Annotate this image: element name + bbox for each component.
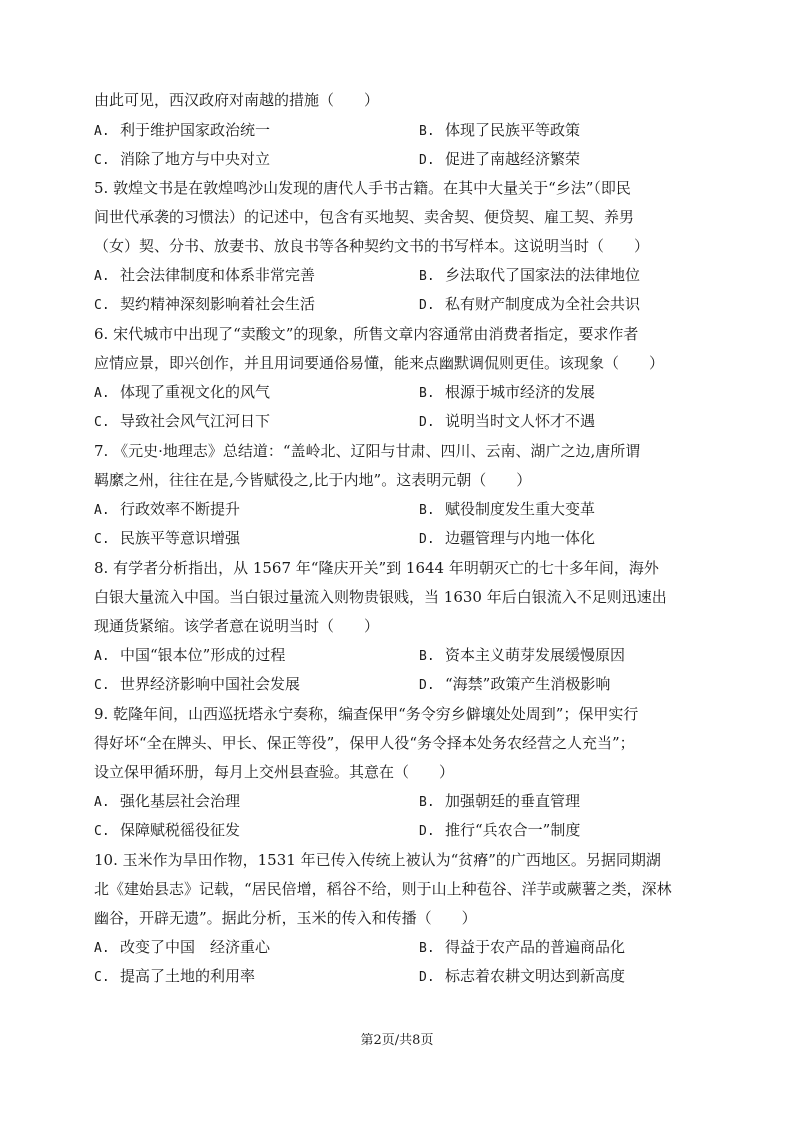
q6-option-a: A. 体现了重视文化的风气: [94, 383, 271, 401]
q4-option-d: D. 促进了南越经济繁荣: [419, 150, 581, 168]
q8-option-c: C. 世界经济影响中国社会发展: [94, 675, 301, 693]
question-9-line-2: 得好坏“全在牌头、甲长、保正等役”，保甲人役“务令择本处务农经营之人充当”；: [94, 734, 635, 752]
q10-option-b: B. 得益于农产品的普遍商品化: [419, 938, 626, 956]
question-9-line-1: 9. 乾隆年间，山西巡抚塔永宁奏称，编查保甲“务令穷乡僻壤处处周到”；保甲实行: [94, 705, 639, 723]
q6-option-c: C. 导致社会风气江河日下: [94, 412, 271, 430]
q5-option-d: D. 私有财产制度成为全社会共识: [419, 295, 641, 313]
question-4-stem-end: 由此可见，西汉政府对南越的措施（ ）: [94, 91, 380, 109]
q6-option-d: D. 说明当时文人怀才不遇: [419, 412, 596, 430]
question-7-line-1: 7. 《元史·地理志》总结道：“盖岭北、辽阳与甘肃、四川、云南、湖广之边,唐所谓: [94, 442, 641, 460]
question-8-line-2: 白银大量流入中国。当白银过量流入则物贵银贱，当 1630 年后白银流入不足则迅速出: [94, 588, 667, 606]
q10-option-c: C. 提高了土地的利用率: [94, 967, 256, 985]
q7-option-c: C. 民族平等意识增强: [94, 529, 241, 547]
q7-option-d: D. 边疆管理与内地一体化: [419, 529, 596, 547]
question-8-line-3: 现通货紧缩。该学者意在说明当时（ ）: [94, 617, 380, 635]
page-number-footer: 第2页/共8页: [360, 1033, 434, 1048]
q4-option-c: C. 消除了地方与中央对立: [94, 150, 271, 168]
question-10-line-1: 10. 玉米作为旱田作物，1531 年已传入传统上被认为“贫瘠”的广西地区。另据同期湖: [94, 851, 661, 869]
q9-option-b: B. 加强朝廷的垂直管理: [419, 792, 581, 810]
question-10-line-3: 幽谷，开辟无遗”。据此分析，玉米的传入和传播（ ）: [94, 909, 477, 927]
q6-option-b: B. 根源于城市经济的发展: [419, 383, 596, 401]
question-5-line-2: 间世代承袭的习惯法）的记述中，包含有买地契、卖舍契、便贷契、雇工契、养男: [94, 208, 635, 226]
q9-option-d: D. 推行“兵农合一”制度: [419, 821, 581, 839]
question-6-line-2: 应情应景，即兴创作，并且用词要通俗易懂，能来点幽默调侃则更佳。该现象（ ）: [94, 354, 665, 372]
q8-option-a: A. 中国“银本位”形成的过程: [94, 646, 286, 664]
question-6-line-1: 6. 宋代城市中出现了“卖酸文”的现象，所售文章内容通常由消费者指定，要求作者: [94, 325, 639, 343]
question-7-line-2: 羁縻之州，往往在是,今皆赋役之,比于内地”。这表明元朝（ ）: [94, 471, 532, 489]
q10-option-a: A. 改变了中国 经济重心: [94, 938, 271, 956]
q4-option-b: B. 体现了民族平等政策: [419, 121, 581, 139]
q5-option-a: A. 社会法律制度和体系非常完善: [94, 266, 316, 284]
q10-option-d: D. 标志着农耕文明达到新高度: [419, 967, 626, 985]
question-8-line-1: 8. 有学者分析指出，从 1567 年“隆庆开关”到 1644 年明朝灭亡的七十多年间，海外: [94, 559, 659, 577]
q8-option-b: B. 资本主义萌芽发展缓慢原因: [419, 646, 626, 664]
question-9-line-3: 设立保甲循环册，每月上交州县查验。其意在（ ）: [94, 763, 455, 781]
question-5-line-3: （女）契、分书、放妻书、放良书等各种契约文书的书写样本。这说明当时（ ）: [94, 237, 650, 255]
q7-option-a: A. 行政效率不断提升: [94, 500, 241, 518]
q7-option-b: B. 赋役制度发生重大变革: [419, 500, 596, 518]
q5-option-b: B. 乡法取代了国家法的法律地位: [419, 266, 641, 284]
question-10-line-2: 北《建始县志》记载，“居民倍增，稻谷不给，则于山上种苞谷、洋芋或蕨薯之类，深林: [94, 880, 672, 898]
q9-option-c: C. 保障赋税徭役征发: [94, 821, 241, 839]
question-5-line-1: 5. 敦煌文书是在敦煌鸣沙山发现的唐代人手书古籍。在其中大量关于“乡法”（即民: [94, 179, 631, 197]
q4-option-a: A. 利于维护国家政治统一: [94, 121, 271, 139]
q9-option-a: A. 强化基层社会治理: [94, 792, 241, 810]
q8-option-d: D. “海禁”政策产生消极影响: [419, 675, 611, 693]
q5-option-c: C. 契约精神深刻影响着社会生活: [94, 295, 316, 313]
